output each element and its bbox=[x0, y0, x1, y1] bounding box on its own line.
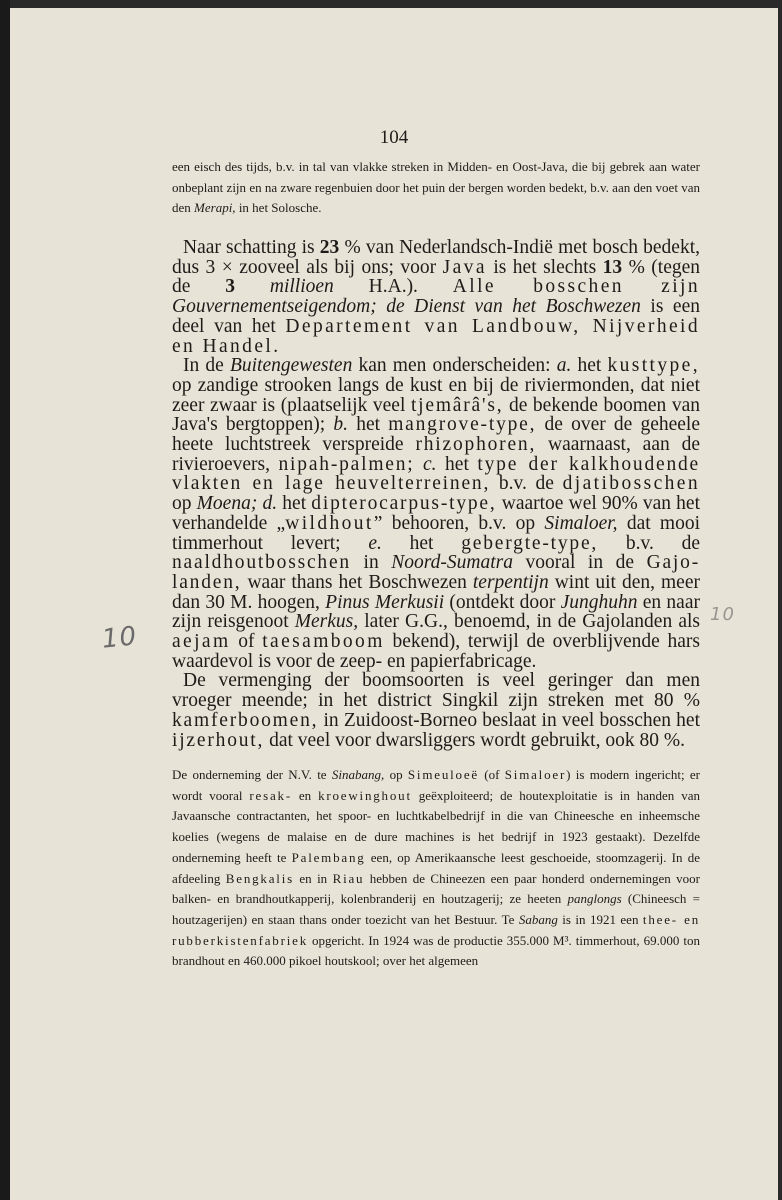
text: vooral in de bbox=[512, 552, 647, 574]
page-number: 104 bbox=[379, 127, 409, 148]
alle-bosschen-term: Alle bosschen zijn bbox=[452, 276, 701, 298]
text: het bbox=[381, 532, 462, 554]
millioen-term: millioen bbox=[269, 276, 334, 298]
text: waarnaast, aan de rivieroevers, bbox=[172, 434, 700, 475]
text: opgericht. In 1924 was de productie 355.000 M³. timmerhout, 69.000 ton brandhout en 460.000 pikoel houtskool; over het algemeen bbox=[172, 932, 700, 969]
naaldhout-term: naaldhoutbosschen bbox=[172, 552, 351, 574]
text: is het slechts bbox=[486, 256, 603, 278]
text: % van Nederlandsch-Indië met bosch bedekt, dus 3 × zooveel als bij ons; voor bbox=[172, 237, 700, 278]
text: en bbox=[291, 787, 319, 803]
simeuloee-term: Simeuloeë bbox=[407, 767, 479, 782]
sabang-term: Sabang bbox=[518, 911, 558, 927]
text: hebben de Chineezen een paar honderd ondernemingen voor balken- en brandhoutkapperij, kolenbranderij en houtzagerij; ze heeten bbox=[172, 870, 700, 907]
text: waar thans het Boschwezen bbox=[241, 571, 473, 593]
text: In de bbox=[183, 355, 230, 377]
riau-term: Riau bbox=[332, 870, 365, 886]
dipterocarpus-term: dipterocarpus-type, bbox=[311, 493, 497, 515]
label-c: c. bbox=[423, 453, 437, 475]
text: waartoe wel 90% van het verhandelde „ bbox=[172, 493, 701, 534]
text: later G.G., benoemd, in de Gajolanden als bbox=[358, 611, 700, 633]
bengkalis-term: Bengkalis bbox=[225, 870, 294, 886]
text: het bbox=[348, 414, 389, 436]
ijzerhout-term: ijzerhout, bbox=[172, 729, 265, 751]
handwritten-margin-note-right: 10 bbox=[710, 604, 735, 625]
departement-term: Departement van Landbouw, Nijverheid en Handel. bbox=[172, 315, 700, 357]
footnote-top-end: in het Solosche. bbox=[235, 200, 322, 215]
text: wint uit den, meer dan 30 M. hoogen, bbox=[172, 571, 700, 613]
gouvernement-term: Gouvernementseigendom; de Dienst van het Boschwezen bbox=[172, 296, 641, 318]
text: een, op Amerikaansche leest geschoeide, stoomzagerij. In de afdeeling bbox=[172, 849, 700, 886]
nipah-term: nipah-palmen; bbox=[278, 453, 415, 475]
panglongs-term: panglongs bbox=[567, 891, 622, 907]
merapi-term: Merapi, bbox=[194, 200, 236, 215]
tjemara-term: tjemârâ's, bbox=[410, 394, 504, 416]
text: (of bbox=[478, 767, 505, 782]
kroewinghout-term: kroewinghout bbox=[318, 787, 412, 803]
taesamboom-term: taesamboom bbox=[262, 631, 385, 653]
rhizophoren-term: rhizophoren, bbox=[415, 434, 537, 456]
gebergte-term: gebergte-type, bbox=[461, 532, 599, 554]
main-text bbox=[172, 238, 700, 750]
palembang-term: Palembang bbox=[291, 849, 366, 865]
merkus-term: Merkus, bbox=[294, 611, 359, 633]
paragraph-3 bbox=[172, 671, 700, 750]
text: het bbox=[571, 355, 608, 377]
text: Naar schatting is bbox=[183, 237, 320, 258]
text: is een deel van het bbox=[172, 296, 700, 337]
label-d: d. bbox=[262, 493, 278, 515]
noord-sumatra-term: Noord-Sumatra bbox=[391, 552, 513, 574]
resak-term: resak- bbox=[249, 787, 292, 803]
buitengewesten-term: Buitengewesten bbox=[229, 355, 353, 377]
kalk-term: type der kalkhoudende vlakten en lage heuvelterreinen, bbox=[172, 453, 701, 495]
simaloer-term: Simaloer, bbox=[544, 512, 618, 534]
pct-forest-java: 13 bbox=[602, 256, 623, 278]
label-b: b. bbox=[333, 414, 349, 436]
text: kan men onderscheiden: bbox=[352, 355, 557, 377]
scan-edge bbox=[0, 0, 10, 1200]
million-number: 3 bbox=[225, 276, 236, 298]
book-page bbox=[10, 8, 778, 1200]
paragraph-2 bbox=[172, 356, 700, 671]
text: de bekende boomen van Java's bergtoppen); bbox=[172, 394, 700, 436]
text: (Chineesch = houtzagerijen) en staan thans onder toezicht van het Bestuur. Te bbox=[172, 891, 700, 927]
mangrove-term: mangrove-type, bbox=[388, 414, 537, 436]
footnote-bottom bbox=[172, 765, 700, 972]
text: en naar zijn reisgenoot bbox=[172, 591, 700, 633]
handwritten-margin-note-left: 10 bbox=[100, 621, 139, 655]
text: (ontdekt door bbox=[444, 591, 561, 613]
paragraph-1 bbox=[172, 238, 700, 356]
text: ) is modern ingericht; er wordt vooral bbox=[172, 767, 700, 803]
gajo-term: Gajo-landen, bbox=[172, 552, 700, 593]
text: ” behooren, b.v. op bbox=[373, 512, 545, 534]
text: in bbox=[350, 552, 392, 574]
text: op zandige strooken langs de kust en bij de riviermonden, dat niet zeer zwaar is (plaatselijk veel bbox=[172, 374, 700, 416]
text: of bbox=[230, 631, 263, 653]
text: bekend), terwijl de overblijvende hars waardevol is voor de zeep- en papierfabricage. bbox=[172, 631, 700, 672]
text: het bbox=[277, 493, 312, 515]
pct-forest-indies: 23 bbox=[319, 237, 340, 258]
text: op bbox=[172, 493, 197, 515]
thee-term: thee- en rubberkistenfabriek bbox=[172, 911, 700, 948]
text: % (tegen de bbox=[172, 256, 701, 298]
label-e: e. bbox=[368, 532, 382, 554]
text: geëxploiteerd; de houtexploitatie is in handen van Javaansche contractanten, het spoor- en luchtkabelbedrijf in die van Chineesche en inheemsche koelies (wegens de malaise en de dure machines is het bedrijf in 1923 gestaakt). Dezelfde onderneming heeft te bbox=[172, 787, 700, 865]
text: de over de geheele heete luchtstreek verspreide bbox=[172, 414, 701, 456]
text: De onderneming der N.V. te bbox=[172, 767, 332, 782]
footnote-top-text: een eisch des tijds, b.v. in tal van vlakke streken in Midden- en Oost-Java, die bij gebrek aan water onbeplant zijn en na zware regenbuien door het puin der bergen worden bedekt, b.v. aan den voet van den bbox=[172, 159, 700, 215]
text: dat veel voor dwarsliggers wordt gebruikt, ook 80 %. bbox=[264, 729, 685, 751]
sinabang-term: Sinabang, bbox=[331, 767, 385, 782]
java-term: Java bbox=[442, 256, 487, 278]
text: b.v. de bbox=[598, 532, 701, 554]
text: H.A.). bbox=[333, 276, 453, 298]
pinus-term: Pinus Merkusii bbox=[325, 591, 445, 613]
text: op bbox=[384, 767, 408, 782]
kusttype-term: kusttype, bbox=[607, 355, 701, 377]
aejam-term: aejam bbox=[172, 631, 231, 653]
simaloer-term: Simaloer bbox=[504, 767, 567, 782]
label-a: a. bbox=[556, 355, 572, 377]
terpentijn-term: terpentijn bbox=[472, 571, 549, 593]
text: en in bbox=[293, 870, 333, 886]
text: is in 1921 een bbox=[557, 911, 643, 927]
text: b.v. de bbox=[490, 473, 563, 495]
text: het bbox=[436, 453, 478, 475]
wildhout-term: wildhout bbox=[285, 512, 374, 534]
text: De vermenging der boomsoorten is veel geringer dan men vroeger meende; in het district Singkil zijn streken met 80 % bbox=[172, 670, 700, 712]
djati-term: djatibosschen bbox=[562, 473, 700, 495]
text: in Zuidoost-Borneo beslaat in veel bosschen het bbox=[318, 709, 700, 731]
junghuhn-term: Junghuhn bbox=[560, 591, 638, 613]
text: dat mooi timmerhout levert; bbox=[172, 512, 700, 554]
moena-term: Moena; bbox=[196, 493, 258, 515]
kamfer-term: kamferboomen, bbox=[172, 709, 319, 731]
footnote-top bbox=[172, 157, 700, 219]
